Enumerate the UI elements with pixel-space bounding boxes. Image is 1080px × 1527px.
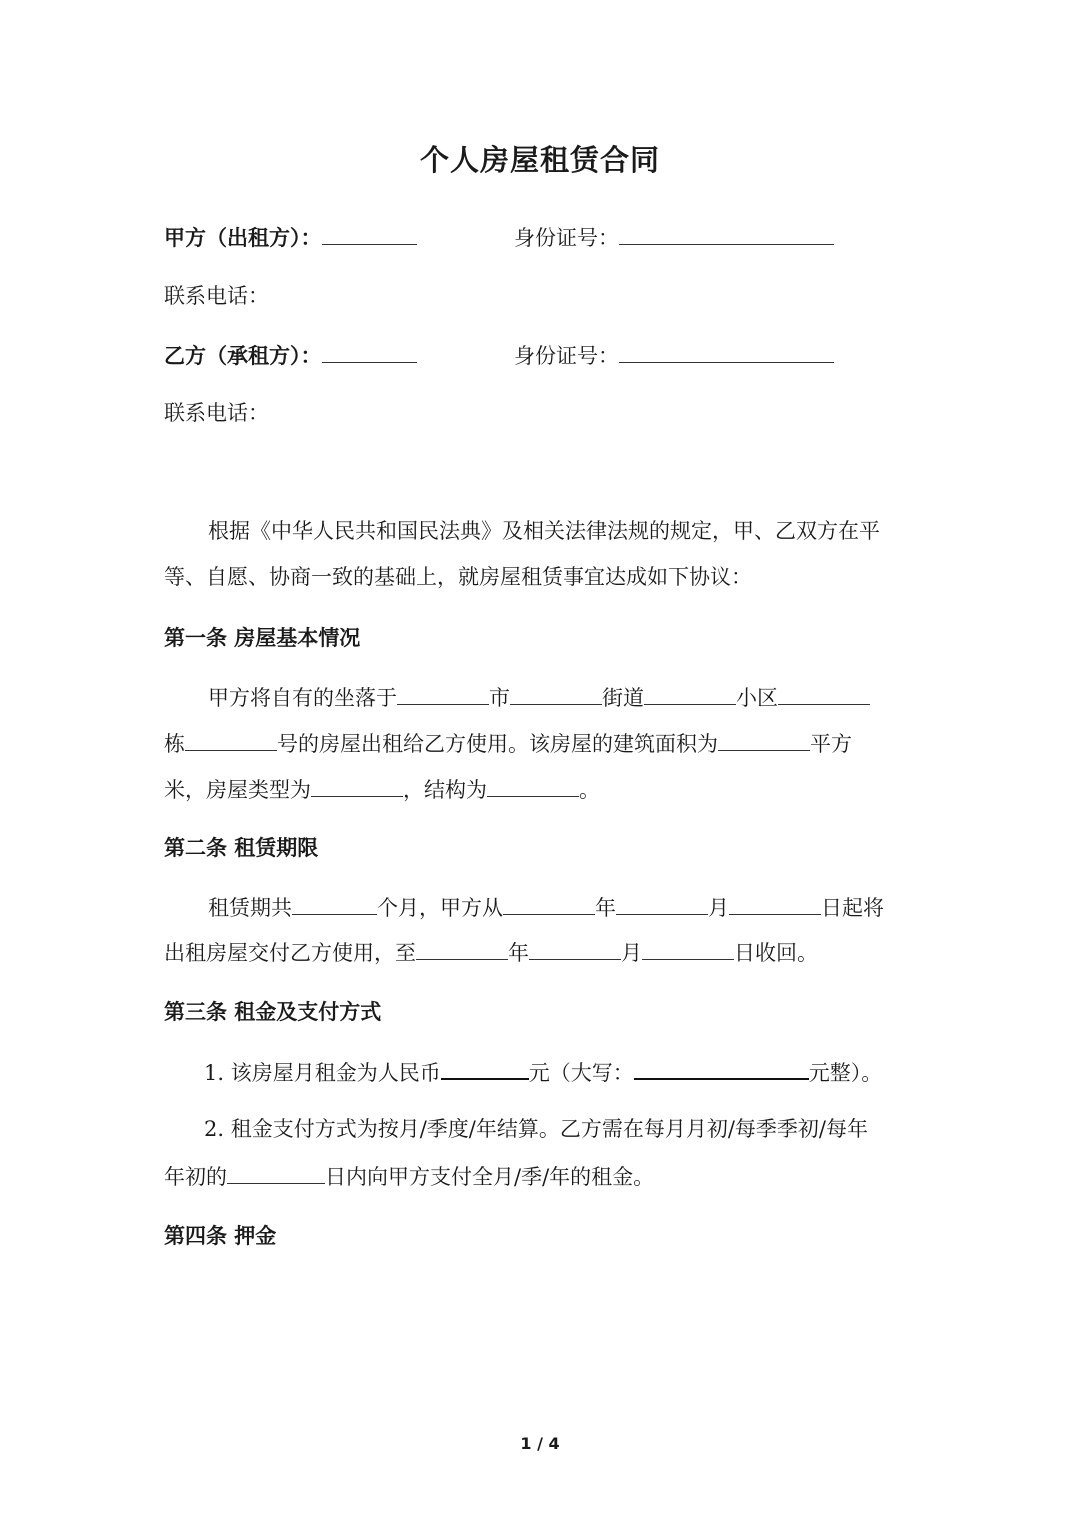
party-b-row bbox=[164, 344, 417, 366]
text-segment: 年初的 bbox=[164, 1165, 227, 1189]
text-segment: 月 bbox=[708, 896, 729, 920]
party-b-id-row bbox=[514, 344, 834, 367]
text-segment: 平方 bbox=[810, 732, 852, 756]
party-a-label: 甲方（出租方）： bbox=[164, 225, 322, 250]
location-blank bbox=[397, 686, 489, 705]
party-b-id-blank bbox=[619, 344, 834, 363]
end-day-blank bbox=[642, 941, 734, 960]
article-2-line-1 bbox=[208, 896, 884, 919]
start-month-blank bbox=[616, 896, 708, 915]
street-blank bbox=[644, 686, 736, 705]
months-blank bbox=[292, 896, 377, 915]
payment-days-blank bbox=[227, 1165, 325, 1184]
article-3-item-2-line-1: 2. 租金支付方式为按月/季度/年结算。乙方需在每月月初/每季季初/每年 bbox=[204, 1117, 869, 1141]
text-segment: 月 bbox=[621, 941, 642, 965]
rent-uppercase-blank bbox=[634, 1060, 809, 1080]
text-segment: 栋 bbox=[164, 732, 185, 756]
party-a-phone-label: 联系电话： bbox=[164, 284, 269, 308]
structure-blank bbox=[487, 778, 579, 797]
article-1-line-1 bbox=[208, 686, 870, 709]
preamble-line-1: 根据《中华人民共和国民法典》及相关法律法规的规定，甲、乙双方在平 bbox=[208, 519, 880, 543]
article-1-heading: 第一条 房屋基本情况 bbox=[164, 625, 361, 650]
preamble-line-2: 等、自愿、协商一致的基础上，就房屋租赁事宜达成如下协议： bbox=[164, 565, 752, 589]
start-day-blank bbox=[729, 896, 821, 915]
party-a-name-blank bbox=[322, 226, 417, 245]
text-segment: 小区 bbox=[736, 686, 778, 710]
area-blank bbox=[718, 732, 810, 751]
article-1-line-3 bbox=[164, 778, 600, 801]
text-segment: 出租房屋交付乙方使用，至 bbox=[164, 941, 416, 965]
page-number: 1 / 4 bbox=[520, 1434, 560, 1453]
article-3-item-2-line-2 bbox=[164, 1165, 654, 1188]
party-a-row bbox=[164, 226, 417, 248]
text-segment: 日起将 bbox=[821, 896, 884, 920]
text-segment: 元整）。 bbox=[808, 1061, 883, 1085]
text-segment: 街道 bbox=[602, 686, 644, 710]
text-segment: 日内向甲方支付全月/季/年的租金。 bbox=[325, 1165, 655, 1189]
text-segment: 市 bbox=[489, 686, 510, 710]
party-a-id-row bbox=[514, 226, 834, 249]
text-segment: 米，房屋类型为 bbox=[164, 778, 311, 802]
text-segment: ，结构为 bbox=[403, 778, 487, 802]
end-month-blank bbox=[529, 941, 621, 960]
rent-amount-blank bbox=[441, 1060, 529, 1080]
party-b-label: 乙方（承租方）： bbox=[164, 343, 322, 368]
text-segment: 。 bbox=[579, 778, 600, 802]
text-segment: 租赁期共 bbox=[208, 896, 292, 920]
text-segment: 年 bbox=[595, 896, 616, 920]
text-segment: 1. 该房屋月租金为人民币 bbox=[204, 1061, 441, 1085]
party-a-id-blank bbox=[619, 226, 834, 245]
article-1-line-2 bbox=[164, 732, 852, 755]
article-2-line-2 bbox=[164, 941, 818, 964]
city-blank bbox=[510, 686, 602, 705]
text-segment: 日收回。 bbox=[734, 941, 818, 965]
article-3-item-1 bbox=[204, 1060, 882, 1084]
text-segment: 元（大写： bbox=[528, 1061, 634, 1085]
article-2-heading: 第二条 租赁期限 bbox=[164, 835, 319, 860]
text-segment: 甲方将自有的坐落于 bbox=[208, 686, 397, 710]
text-segment: 年 bbox=[508, 941, 529, 965]
document-title: 个人房屋租赁合同 bbox=[419, 143, 660, 177]
end-year-blank bbox=[416, 941, 508, 960]
text-segment: 号的房屋出租给乙方使用。该房屋的建筑面积为 bbox=[277, 732, 718, 756]
party-b-name-blank bbox=[322, 344, 417, 363]
article-3-heading: 第三条 租金及支付方式 bbox=[164, 999, 382, 1024]
building-blank bbox=[185, 732, 277, 751]
party-a-id-label: 身份证号： bbox=[514, 226, 619, 250]
party-b-id-label: 身份证号： bbox=[514, 344, 619, 368]
text-segment: 个月，甲方从 bbox=[377, 896, 503, 920]
community-blank bbox=[778, 686, 870, 705]
party-b-phone-label: 联系电话： bbox=[164, 401, 269, 425]
start-year-blank bbox=[503, 896, 595, 915]
house-type-blank bbox=[311, 778, 403, 797]
article-4-heading: 第四条 押金 bbox=[164, 1223, 277, 1248]
